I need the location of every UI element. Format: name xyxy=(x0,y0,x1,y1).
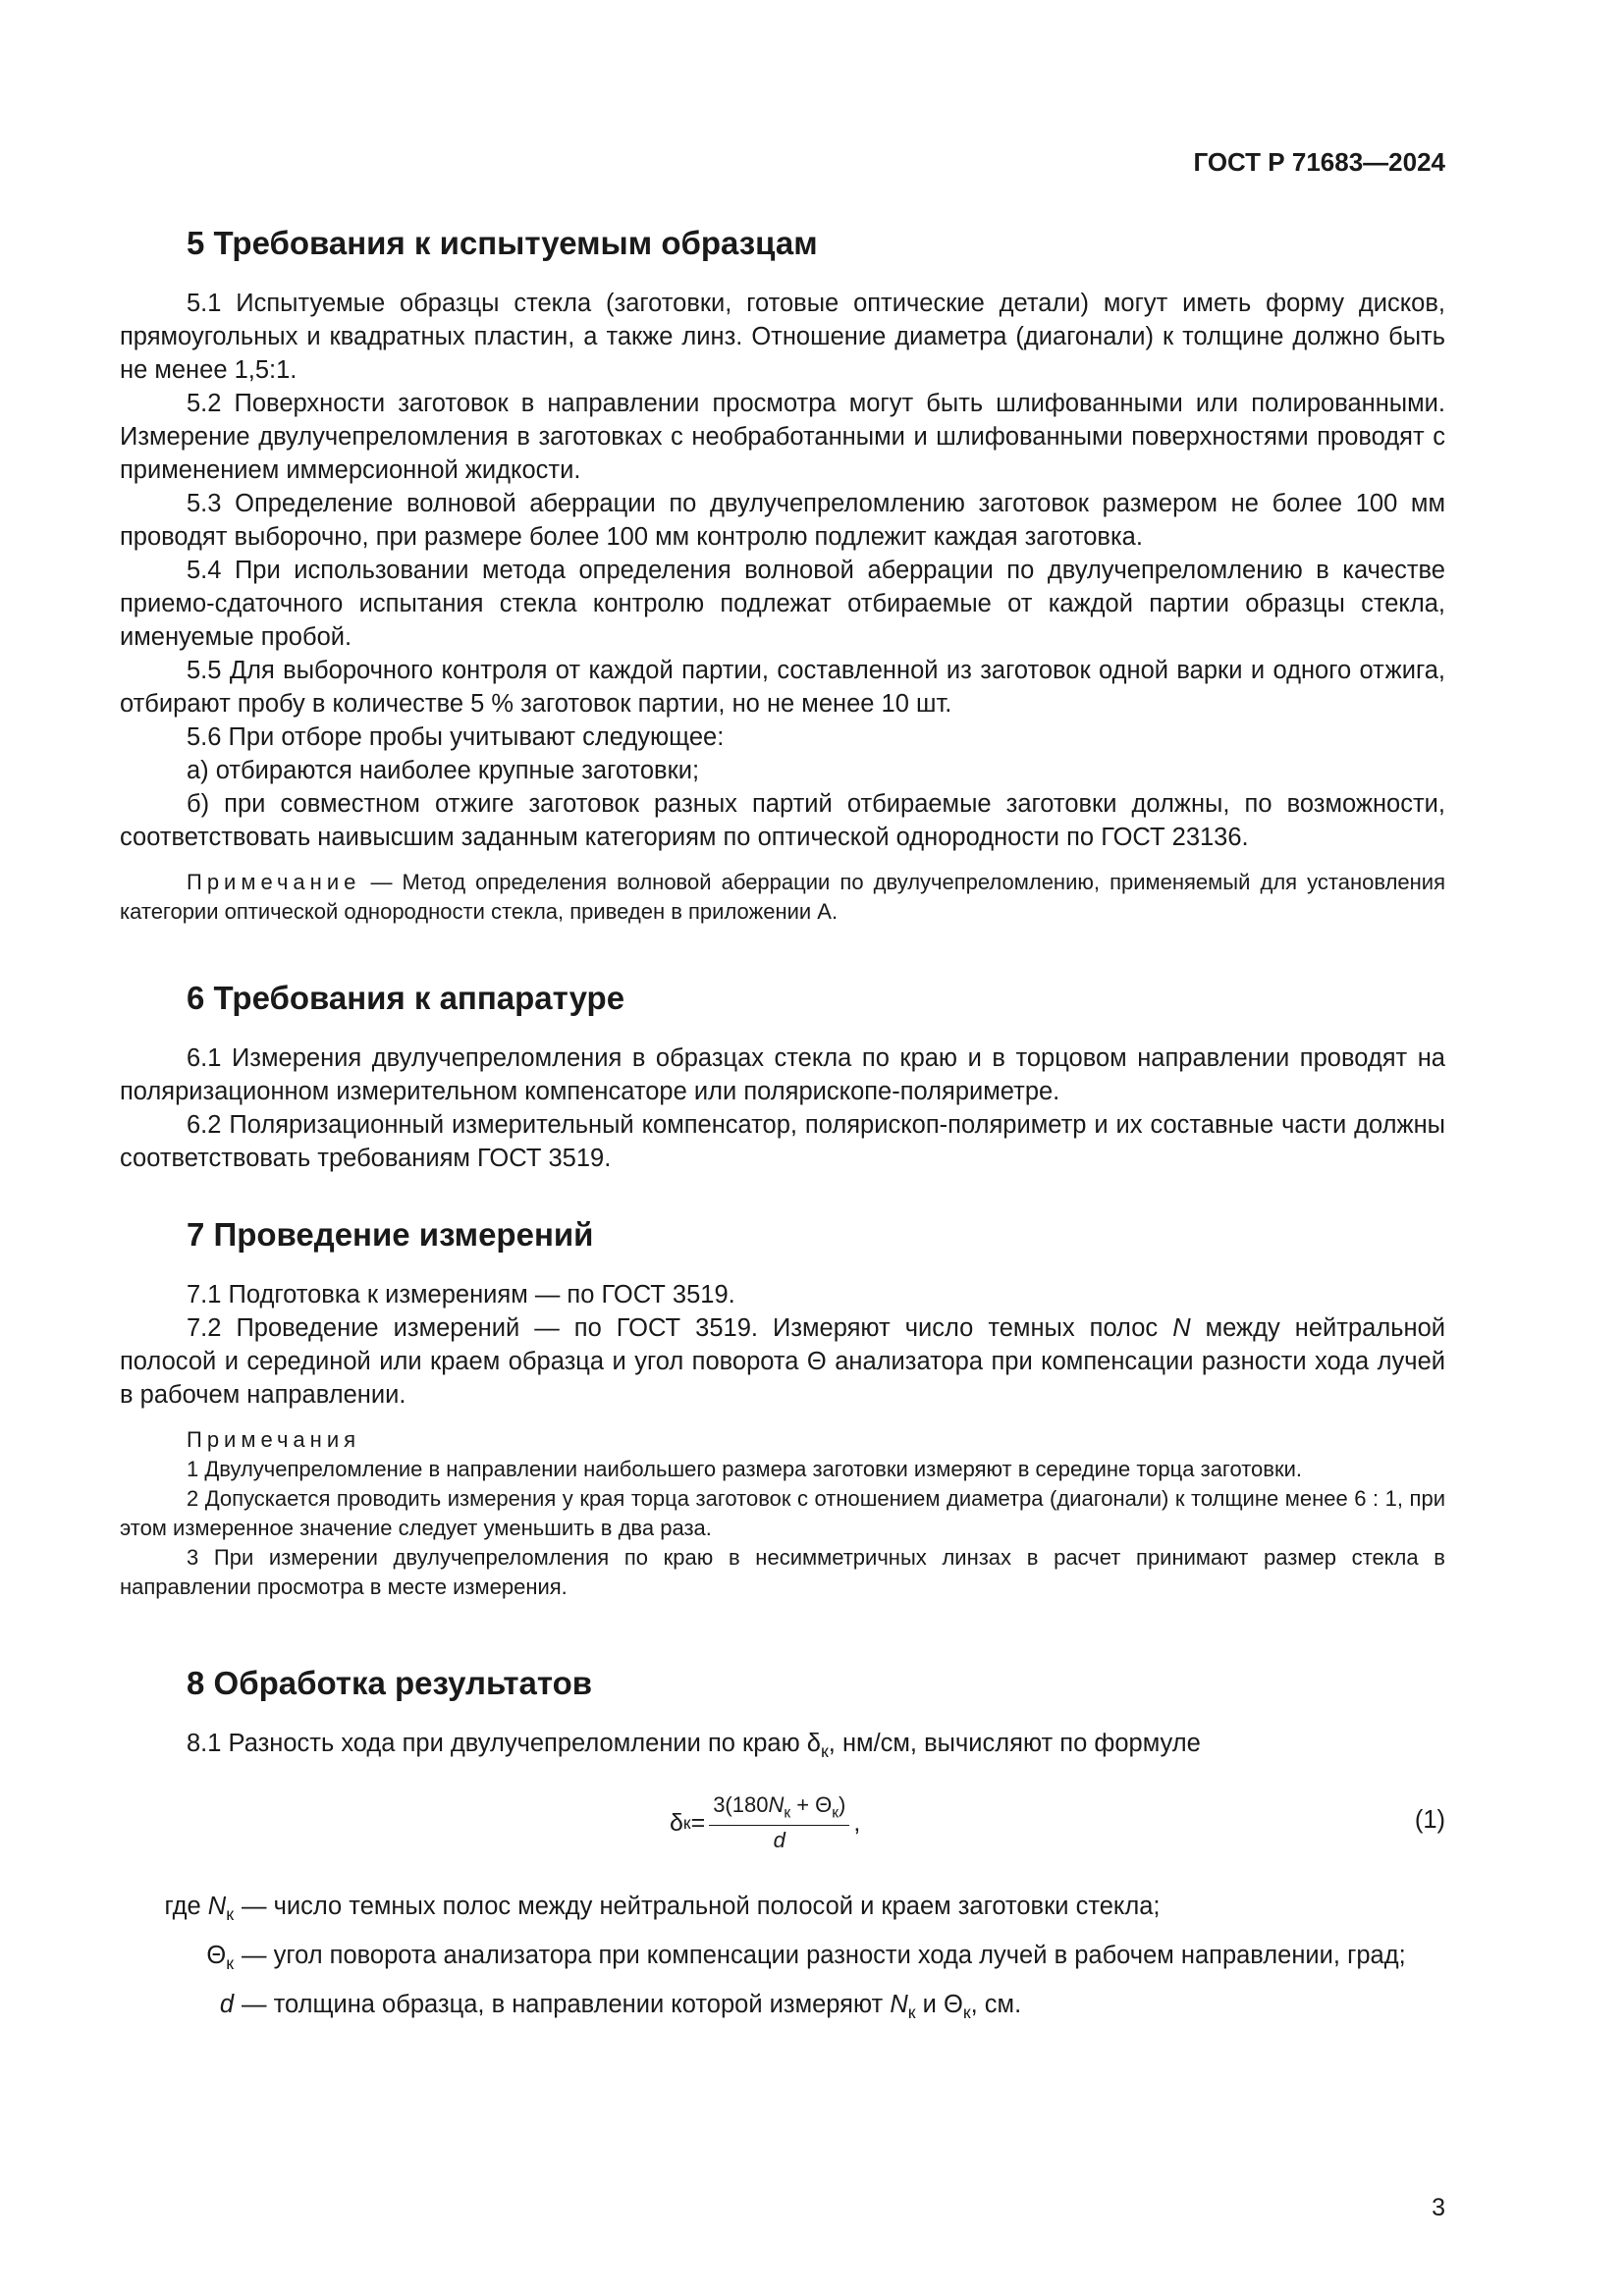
definition-row: d — толщина образца, в направлении которой измеряют $N_к$ и $\Theta_к$, см. xyxy=(219,1991,1022,2023)
section-7-title: 7 Проведение измерений xyxy=(187,1216,594,1253)
formula-number: (1) xyxy=(1414,1806,1445,1834)
paragraph-6-1: 6.1 Измерения двулучепреломления в образцах стекла по краю и в торцовом направлении проводят на поляризационном измерительном компенсаторе или полярископе-поляриметре. xyxy=(120,1044,1445,1105)
paragraph-5-4: 5.4 При использовании метода определения волновой аберрации по двулучепреломлению в качестве приемо-сдаточного испытания стекла контролю подлежат отбираемые от каждой партии образцы стекла, именуемые пробой. xyxy=(120,557,1445,651)
section-8-title: 8 Обработка результатов xyxy=(187,1665,593,1701)
page-number: 3 xyxy=(1432,2194,1445,2221)
definition-row: где $N_к$ — число темных полос между нейтральной полосой и краем заготовки стекла; xyxy=(164,1893,1161,1925)
formula-expression: δ к = $\frac{3(180N_к + \Theta_к)}{d}$ , xyxy=(670,1792,861,1852)
paragraph-5-6: 5.6 При отборе пробы учитывают следующее: xyxy=(187,723,725,751)
section-8 xyxy=(120,1664,1445,1768)
note-label: Примечание xyxy=(187,870,361,894)
note-7-3: 3 При измерении двулучепреломления по краю в несимметричных линзах в расчет принимают размер стекла в направлении просмотра в месте измерения. xyxy=(120,1545,1445,1599)
formula-1 xyxy=(120,1779,1445,1867)
paragraph-5-3: 5.3 Определение волновой аберрации по двулучепреломлению заготовок размером не более 100 мм проводят выборочно, при размере более 100 мм контролю подлежит каждая заготовка. xyxy=(120,490,1445,551)
paragraph-5-2: 5.2 Поверхности заготовок в направлении просмотра могут быть шлифованными или полированными. Измерение двулучепреломления в заготовках с необработанными и шлифованными поверхностями проводят с применением иммерсионной жидкости. xyxy=(120,390,1445,484)
formula-definitions xyxy=(120,1890,1445,2037)
fraction-denominator: d xyxy=(773,1827,785,1852)
list-item-a: а) отбираются наиболее крупные заготовки; xyxy=(187,757,700,784)
note-text: — Метод определения волновой аберрации по двулучепреломлению, применяемый для установления категории оптической однородности стекла, приведен в приложении А. xyxy=(120,870,1445,924)
note-7-1: 1 Двулучепреломление в направлении наибольшего размера заготовки измеряют в середине торца заготовки. xyxy=(187,1457,1302,1481)
section-5 xyxy=(120,224,1445,927)
section-6 xyxy=(120,979,1445,1175)
fraction-numerator: $3(180N_к + \Theta_к)$ xyxy=(709,1792,849,1825)
paragraph-5-1: 5.1 Испытуемые образцы стекла (заготовки, готовые оптические детали) могут иметь форму дисков, прямоугольных и квадратных пластин, а также линз. Отношение диаметра (диагонали) к толщине должно быть не менее 1,5:1. xyxy=(120,290,1445,384)
list-item-b: б) при совместном отжиге заготовок разных партий отбираемые заготовки должны, по возможности, соответствовать наивысшим заданным категориям по оптической однородности по ГОСТ 23136. xyxy=(120,790,1445,851)
document-id: ГОСТ Р 71683—2024 xyxy=(1193,147,1445,177)
paragraph-7-1: 7.1 Подготовка к измерениям — по ГОСТ 3519. xyxy=(187,1281,735,1308)
paragraph-8-1: 8.1 Разность хода при двулучепреломлении по краю $\delta_к$, нм/см, вычисляют по формуле xyxy=(187,1730,1201,1762)
section-6-title: 6 Требования к аппаратуре xyxy=(187,980,625,1016)
formula-fraction xyxy=(709,1792,849,1852)
paragraph-6-2: 6.2 Поляризационный измерительный компенсатор, полярископ-поляриметр и их составные части должны соответствовать требованиям ГОСТ 3519. xyxy=(120,1111,1445,1172)
paragraph-5-5: 5.5 Для выборочного контроля от каждой партии, составленной из заготовок одной варки и одного отжига, отбирают пробу в количестве 5 % заготовок партии, но не менее 10 шт. xyxy=(120,657,1445,718)
paragraph-7-2: 7.2 Проведение измерений — по ГОСТ 3519. Измеряют число темных полос N между нейтральной полосой и серединой или краем образца и угол поворота Θ анализатора при компенсации разности хода лучей в рабочем направлении. xyxy=(120,1314,1445,1409)
section-5-title: 5 Требования к испытуемым образцам xyxy=(187,225,818,261)
section-7 xyxy=(120,1215,1445,1602)
note-5 xyxy=(120,868,1445,927)
note-7-2: 2 Допускается проводить измерения у края торца заготовок с отношением диаметра (диагонали) к толщине менее 6 : 1, при этом измеренное значение следует уменьшить в два раза. xyxy=(120,1486,1445,1540)
notes-label: Примечания xyxy=(187,1427,361,1452)
definition-row: $\Theta_к$ — угол поворота анализатора при компенсации разности хода лучей в рабочем направлении, град; xyxy=(206,1942,1406,1974)
